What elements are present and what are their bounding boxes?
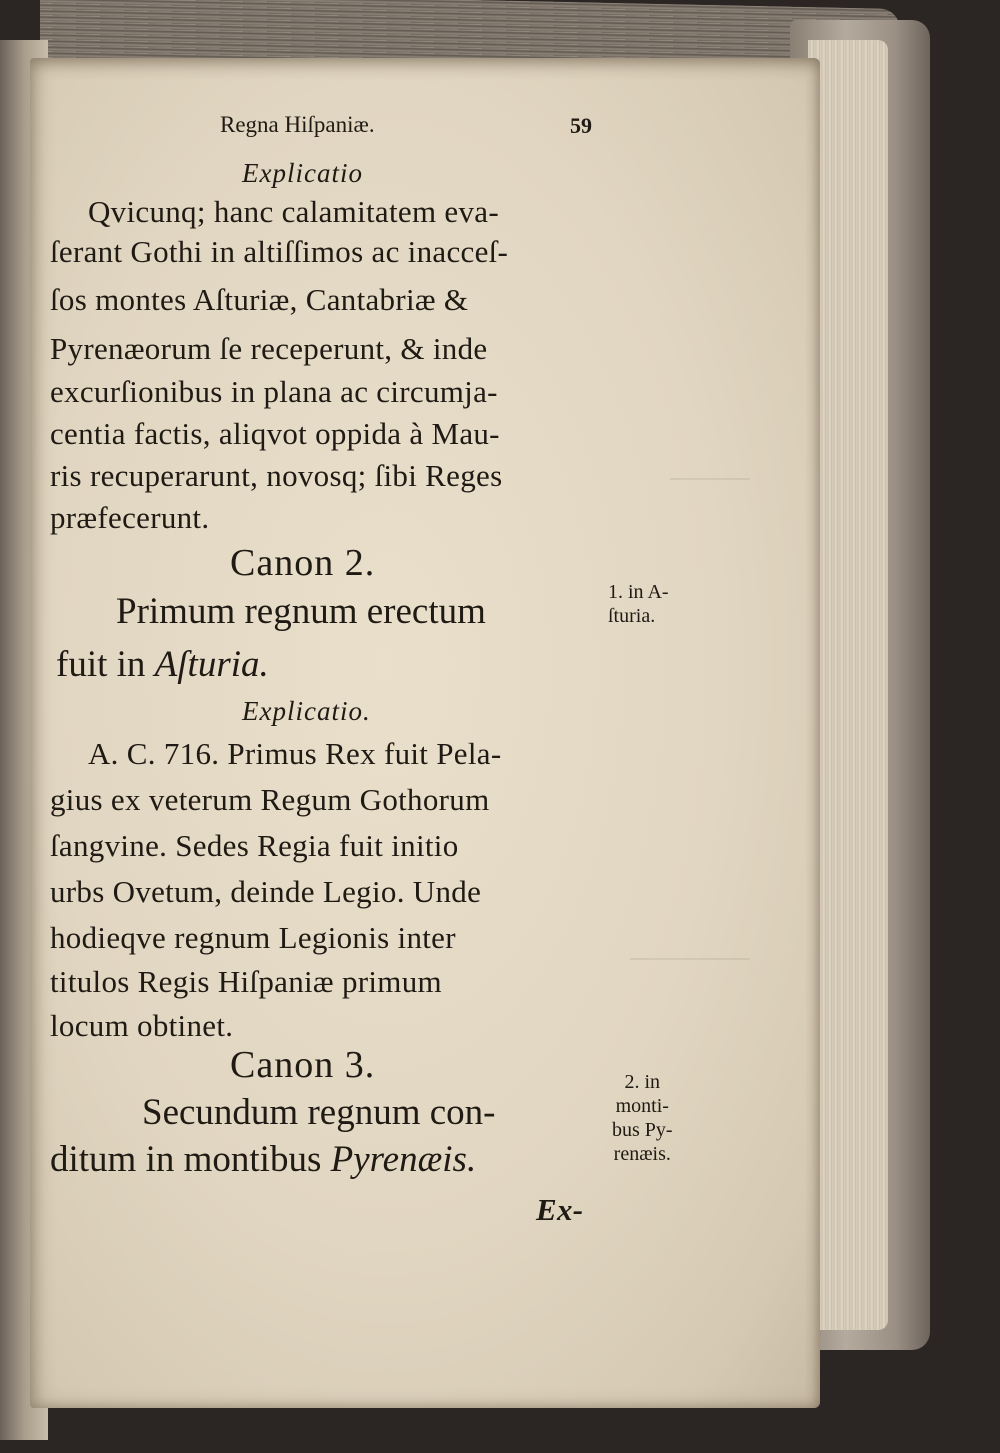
text-line: præfecerunt. (50, 500, 210, 535)
text-line: titulos Regis Hiſpaniæ primum (50, 964, 442, 999)
text-line: Qvicunq; hanc calamitatem eva- (88, 194, 499, 229)
page-fore-edge (808, 40, 888, 1330)
text-line: hodieqve regnum Legionis inter (50, 920, 456, 955)
book-page (30, 58, 820, 1408)
running-header: Regna Hiſpaniæ. (220, 112, 375, 137)
catchword: Ex- (536, 1192, 584, 1227)
canon-title: Canon 2. (230, 542, 376, 584)
text-line: locum obtinet. (50, 1008, 234, 1043)
text-line: Pyrenæorum ſe receperunt, & inde (50, 331, 488, 366)
text-line: centia factis, aliqvot oppida à Mau- (50, 416, 500, 451)
text-line: gius ex veterum Regum Gothorum (50, 782, 490, 817)
text-line: ſangvine. Sedes Regia fuit initio (50, 828, 459, 863)
text-line: urbs Ovetum, deinde Legio. Unde (50, 874, 482, 909)
explicatio-heading: Explicatio (242, 158, 363, 188)
explicatio-heading: Explicatio. (242, 696, 371, 726)
text-line: excurſionibus in plana ac circumja- (50, 374, 498, 409)
text-line: ris recuperarunt, novosq; ſibi Reges (50, 458, 503, 493)
canon-text-line: ditum in montibus Pyrenæis. (50, 1139, 477, 1180)
margin-note: 2. in monti- bus Py- renæis. (612, 1071, 673, 1165)
text-line: ſos montes Aſturiæ, Cantabriæ & (50, 282, 469, 317)
show-through (630, 898, 750, 960)
page-number: 59 (570, 113, 592, 138)
canon-text-line: Secundum regnum con- (142, 1092, 496, 1133)
canon-text-line: fuit in Aſturia. (56, 644, 269, 685)
text-line: ſerant Gothi in altiſſimos ac inacceſ- (50, 234, 509, 269)
canon-text-line: Primum regnum erectum (116, 591, 486, 632)
text-line: A. C. 716. Primus Rex fuit Pela- (88, 736, 502, 771)
canon-title: Canon 3. (230, 1044, 376, 1086)
show-through (670, 478, 750, 530)
margin-note: 1. in A- ſturia. (608, 581, 669, 627)
